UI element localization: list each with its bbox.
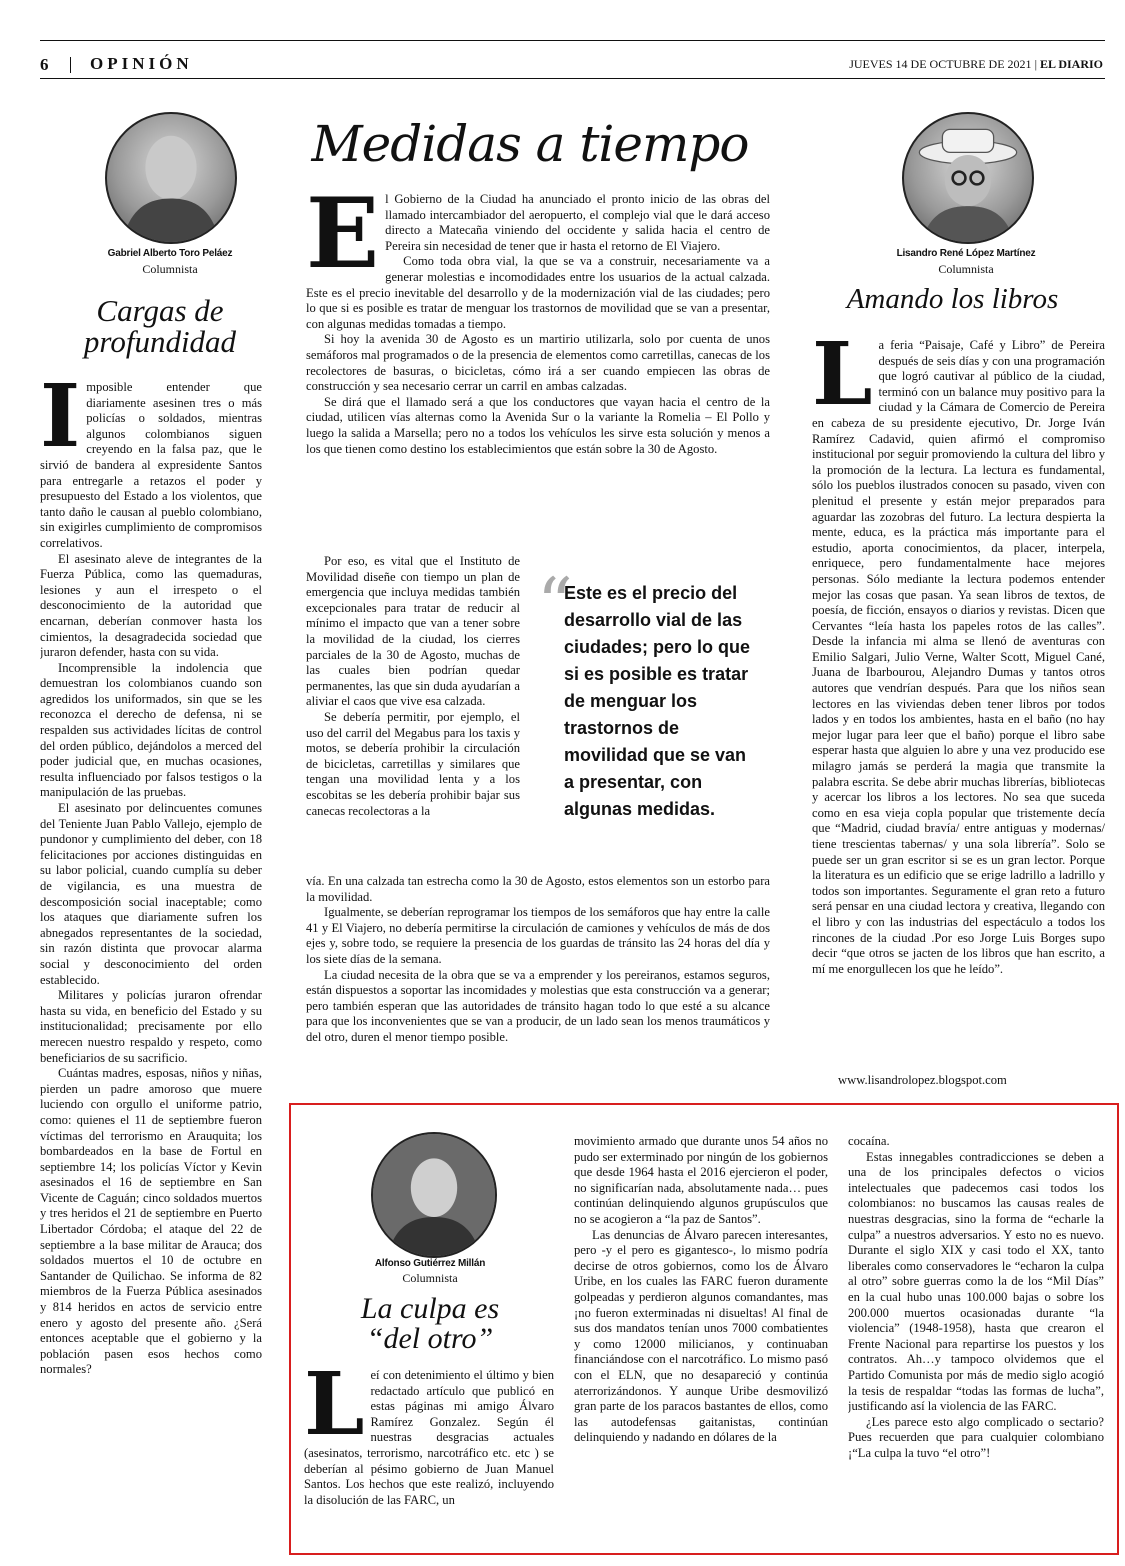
paragraph: Por eso, es vital que el Instituto de Movilidad diseñe con tiempo un plan de emergencia que incluya medidas también excepcionales para tratar de reducir al mínimo el impacto que van a tener sobre la movilidad de la ciudad, los cierres parciales de la 30 de Agosto, muchas de las cuales bien podrían quedar permanentes, las que sin duda ayudarían a aliviar el caos que vive esa calzada. <box>306 554 520 709</box>
paper-name: EL DIARIO <box>1039 57 1103 71</box>
page-number: 6 <box>40 55 49 74</box>
paragraph: eí con detenimiento el último y bien redactado artículo que publicó en estas páginas mi amigo Álvaro Ramírez Gonzalez. Según él nuestras desgracias actuales (asesinatos, terrorismo, narcotráfico etc. etc ) se deberían al pésimo gobierno de Juan Manuel Santos. Los hechos que este realizó, incluyendo la disolución de las FARC, un <box>304 1368 554 1507</box>
editorial-body-narrow <box>306 554 520 872</box>
editorial-title: Medidas a tiempo <box>311 115 749 173</box>
column-title-toro <box>40 295 280 357</box>
paragraph: vía. En una calzada tan estrecha como la 30 de Agosto, estos elementos son un estorbo para la movilidad. <box>306 874 770 904</box>
editorial-body-bottom <box>306 874 770 1094</box>
paragraph: Se debería permitir, por ejemplo, el uso del carril del Megabus para los taxis y motos, se debería prohibir la circulación de bicicletas, carretillas y similares que tengan una movilidad lenta y a los escobitas se les debería prohibir bajar sus canecas recolectoras a la <box>306 709 520 818</box>
paragraph: Militares y policías juraron ofrendar hasta su vida, en beneficio del Estado y su institucionalidad; precisamente por ello merecen nuestro respaldo y respeto, como beneficiarios de su sacrificio. <box>40 988 262 1065</box>
portrait-hat-icon <box>904 114 1032 242</box>
paragraph: Estas innegables contradicciones se deben a una de los principales defectos o vicios intelectuales que padecemos casi todos los colombianos: no buscamos las causas reales de nuestras desgracias, sino la forma de “echarle la culpa” a nuestros adversarios. Y esto no es nuevo. Durante el siglo XIX y casi todo el XX, tanto liberales como conservadores le “echaron la culpa al otro” sobre guerras como la de los “Mil Días” en la cual hubo unas 100.000 bajas o sobre los 200.000 muertos ocasionadas durante “la violencia” (1948-1958), hasta que crearon el Frente Nacional para repartirse los puestos y los contratos. Ah…y tampoco olvidemos que el Partido Comunista por más de medio siglo acogió la tesis de respaldar “todas las formas de lucha”, justificando así la violencia de las FARC. <box>848 1149 1104 1414</box>
column-title-gutierrez-line1: La culpa es <box>360 1292 500 1325</box>
author-photo-toro <box>105 112 237 244</box>
author-role-gutierrez: Columnista <box>402 1271 458 1285</box>
author-name-gutierrez: Alfonso Gutiérrez Millán <box>374 1258 486 1269</box>
paragraph: Si hoy la avenida 30 de Agosto es un martirio utilizarla, solo por cuenta de unos semáforos mal programados o de la presencia de elementos como carretillas, canecas de los recolectores de basuras, o bicicletas, cómo irá a ser cuando empiecen las obras de construcción y sea necesario cerrar un carril en ambas calzadas. <box>306 332 770 394</box>
portrait-icon <box>107 114 235 242</box>
column-title-lopez: Amando los libros <box>846 283 1059 315</box>
paragraph: cocaína. <box>848 1134 890 1148</box>
author-name-lopez: Lisandro René López Martínez <box>896 248 1036 259</box>
pull-quote: Este es el precio del desarrollo vial de las ciudades; pero lo que si es posible es tratar de menguar los trastornos de movilidad que se van a presentar, con algunas medidas. <box>564 583 751 819</box>
dropcap-gutierrez: L <box>304 1368 365 1455</box>
bottom-article-col1 <box>304 1368 554 1548</box>
paragraph: l Gobierno de la Ciudad ha anunciado el pronto inicio de las obras del llamado intercambiador del aeropuerto, el complejo vial que le dará acceso directo a Matecaña viniendo del occidente y salida hacia el centro de Pereira sin necesidad de tener que ir hasta el retorno de El Viajero. <box>385 192 770 253</box>
header-top-rule <box>40 40 1105 41</box>
date-text: JUEVES 14 DE OCTUBRE DE 2021 <box>849 57 1032 71</box>
bottom-article-col3 <box>848 1134 1104 1548</box>
section-title: OPINIÓN <box>90 54 193 73</box>
paragraph: Igualmente, se deberían reprogramar los tiempos de los semáforos que hay entre la calle 41 y El Viajero, no debería permitirse la circulación de camiones y vehículos de más de dos ejes y, sobre todo, se requiere la presencia de los guardas de tránsito las 24 horas del día y los siete días de la semana. <box>306 905 770 966</box>
dateline: JUEVES 14 DE OCTUBRE DE 2021 | EL DIARIO <box>849 57 1103 71</box>
quote-mark-icon: “ <box>537 563 573 645</box>
paragraph: Incomprensible la indolencia que demuestran los colombianos cuando son agredidos los uniformados, sin que se les reconozca el derecho de defensa, ni se respalden sus actividades lícitas de control del orden público, dejándolos a merced del poder judicial que, en muchas ocasiones, resulta influenciado por falsos testigos o la manipulación de las pruebas. <box>40 660 262 800</box>
bottom-article-col2 <box>574 1134 828 1548</box>
dropcap-editorial: E <box>306 192 380 290</box>
paragraph: Las denuncias de Álvaro parecen interesantes, pero -y el pero es gigantesco-, lo mismo podría decirse de otros gobiernos, como los de Álvaro Uribe, en los cuales las FARC fueron duramente golpeadas y perdieron algunos comandantes, mas ¡no fueron exterminadas ni disueltas! Al final de sus dos mandatos tenían unos 7000 combatientes y como 12000 milicianos, y continuaban financiándose con el narcotráfico. Lo mismo pasó con el ELN, que no desapareció y continúa aterrorizándonos. Y aunque Uribe desmovilizó gran parte de los paracos bastantes de ellos, como las autodefensas gaitanistas, continúan delinquiendo y nadando en dólares de la <box>574 1227 828 1445</box>
column-title-gutierrez-line2: “del otro” <box>366 1322 494 1355</box>
header-separator <box>70 57 71 73</box>
editorial-body-top <box>306 192 770 554</box>
paragraph: mposible entender que diariamente asesinen tres o más policías o soldados, mientras algunos colombianos siguen creyendo en la falsa paz, que le sirvió de bandera al expresidente Santos para entregarle a retazos el poder y presupuesto del Estado a los violentos, que tanto daño le causan al pueblo colombiano, sin exigirles cumplimiento de compromisos correlativos. <box>40 380 262 550</box>
dropcap-lopez: L <box>812 338 873 425</box>
column-title-toro-line1: Cargas de <box>96 293 224 328</box>
author-photo-lopez <box>902 112 1034 244</box>
paragraph: El asesinato por delincuentes comunes del Teniente Juan Pablo Vallejo, ejemplo de pundonor y cumplimiento del deber, con 18 felicitaciones por acciones distinguidas en su labor policial, cuando cumplía su deber de vigilancia, es una muestra de descomposición social inaceptable; como los ataques que diariamente sufren los abnegados representantes de la sociedad, sin razón distinta que provocar alarma social y desconocimiento del orden establecido. <box>40 801 262 987</box>
paragraph: a feria “Paisaje, Café y Libro” de Pereira después de seis días y con una programación que logró cautivar al público de la ciudad, terminó con un balance muy positivo para la ciudad y la Cámara de Comercio de Pereira en cabeza de su presidente ejecutivo, Dr. Jorge Iván Ramírez Cadavid, quien afirmó el compromiso institucional por seguir promoviendo la cultura del libro y la promoción de la lectura. La lectura es fundamental, sólo los pueblos ilustrados conocen su pasado, viven con plenitud el presente y están mejor preparados para aguardar las zozobras del futuro. La lectura despierta la mente, educa, es la práctica más importante para el estudio, aporta conocimientos, da placer, interpela, enriquece, pero fundamentalmente hace mejores personas. Sólo mediante la lectura podemos entender mejor las cosas que pasan. Ya sean libros de textos, de poesía, de ficción, ensayos o diarios y revistas. Dicen que Cervantes “leía hasta los papeles rotos de las calles”. Desde la infancia mi alma se llenó de aventuras con Emilio Salgari, Julio Verne, Walter Scott, Miguel Cané, Juana de Ibarbourou, Alejandro Dumas y tantos otros autores que vendrían después. Para que los niños sean lectores en las viviendas deben tener libros por todos lados y en todos los ambientes, hasta en el baño (no hay mejor lugar para leer que el baño) porque el libro sabe esperar hasta que alguien lo abre y una vez producido ese milagro jamás se perderá la magia que transmite la palabra escrita. Se debe abrir muchas librerías, bibliotecas y acercar los libros a los lectores. No sea que suceda como en esa vieja copla popular que tristemente decía que “Madrid, ciudad bravía/ entre antiguas y modernas/ tiene trescientas tabernas/ y una sola librería”. Solo se puede ser un gran escritor si se es un gran lector. Porque la literatura es un edificio que se erige ladrillo a ladrillo y todos son importantes. Seguramente el gran reto a futuro será pensar en una ciudad lectora y creativa, llegando con el libro y con las industrias del espectáculo a todos los rincones de la ciudad .Por eso Jorge Luis Borges supo decir “que otros se jacten de los libros que han escrito, a mí me enorgullecen los que he leído”. <box>812 338 1105 976</box>
paragraph: Se dirá que el llamado será a que los conductores que vayan hacia el centro de la ciudad, utilicen vías alternas como la Avenida Sur o la variante la Romelia – El Pollo y luego la salida a Marsella; pero no a todos los vehículos les sirve esta solución y menos a los que tienen como destino los establecimientos que están sobre la 30 de Agosto. <box>306 394 770 456</box>
portrait-icon <box>373 1134 495 1256</box>
paragraph: ¿Les parece esto algo complicado o sectario? Pues recuerden que para cualquier colombiano ¡“La culpa la tuvo “el otro”! <box>848 1414 1104 1460</box>
paragraph: La ciudad necesita de la obra que se va a emprender y los pereiranos, estamos seguros, están dispuestos a soportar las incomidades y molestias que esta construcción va a generar; pero también esperan que las autoridades de tránsito hagan todo lo que esté a su alcance para que los inconvenientes que se van a producir, de un lado sean los menos traumáticos y del otro, duren el menor tiempo posible. <box>306 967 770 1044</box>
column-body-lopez <box>812 338 1105 1068</box>
paragraph: El asesinato aleve de integrantes de la Fuerza Pública, como las quemaduras, lesiones y aun el irrespeto o el desconocimiento de la autoridad que encarnan, deberían conmover hasta los cimientos, la desagradecida sociedad que juraron defender, hasta con su vida. <box>40 551 262 660</box>
author-photo-gutierrez <box>371 1132 497 1258</box>
paragraph: movimiento armado que durante unos 54 años no pudo ser exterminado por ningún de los gobiernos que desde 1964 hasta el 2016 ejercieron el poder, no significarían nada, absolutamente nada… pues continúan delinquiendo algunos grupúsculos que no se acogieron a “la paz de Santos”. <box>574 1134 828 1226</box>
paragraph: Cuántas madres, esposas, niños y niñas, pierden un padre amoroso que muere luciendo con orgullo el uniforme patrio, como: quienes el 11 de septiembre fueron víctimas del terrorismo en Arauquita; los bombardeados en la base de Fortul en septiembre 14; los policías Víctor y Kevin asesinados el 16 de septiembre en San Vicente de Caguán; cinco soldados muertos y tres heridos el 21 de septiembre en Puerto Libertador Córdoba; el ataque del 22 de septiembre a la base militar de Arauca; dos soldados muertos el 10 de octubre en Santander de Quilichao. Se informa de 82 miembros de la Fuerza Pública asesinados y 814 heridos en actos de servicio entre enero y agosto del presente año. ¿Será entonces aceptable que el gobierno y la población pasen esos hechos como normales? <box>40 1066 262 1377</box>
column-body-toro <box>40 380 262 1530</box>
dropcap-toro: I <box>40 380 81 467</box>
paragraph: Como toda obra vial, la que se va a construir, necesariamente va a generar molestias e incomodidades entre los usuarios de la actual calzada. Este es el precio inevitable del desarrollo y de la modernización vial de las ciudades; pero lo que si es posible es tratar de menguar los trastornos de movilidad que se van a presentar, con algunas medidas tomadas a tiempo. <box>306 254 770 331</box>
blog-url[interactable]: www.lisandrolopez.blogspot.com <box>838 1073 1007 1087</box>
author-role-lopez: Columnista <box>938 262 994 276</box>
author-role-toro: Columnista <box>142 262 198 276</box>
header-bottom-rule <box>40 78 1105 79</box>
author-name-toro: Gabriel Alberto Toro Peláez <box>107 248 233 259</box>
column-title-gutierrez <box>300 1294 560 1354</box>
column-title-toro-line2: profundidad <box>83 324 237 359</box>
